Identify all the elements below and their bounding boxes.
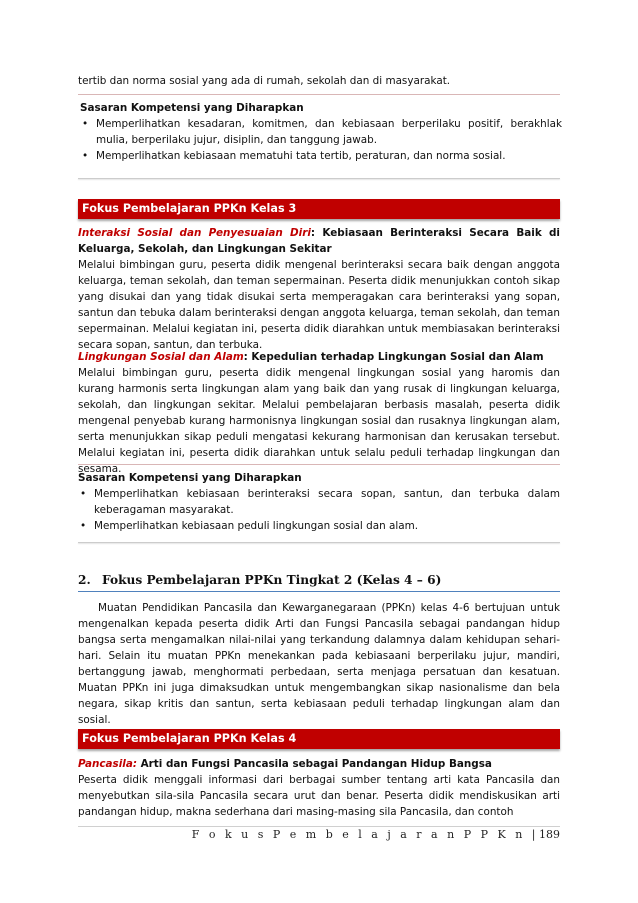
page-number: | 189	[531, 828, 560, 841]
kelas4-header-bar: Fokus Pembelajaran PPKn Kelas 4	[78, 729, 560, 749]
topic-body: Melalui bimbingan guru, peserta didik mengenal berinteraksi secara baik dengan anggota keluarga, teman sekolah, dan teman sepermainan. Peserta didik menunjukkan contoh sikap yang disukai dan yang tidak disukai serta memperagakan cara berinteraksi yang sopan, santun dan tebuka dalam berinteraksi dengan anggota keluarga, teman sekolah, dan teman sepermainan. Melalui kegiatan ini, peserta didik diarahkan untuk membiasakan berinteraksi secara sopan, santun, dan terbuka.	[78, 259, 560, 351]
divider	[78, 94, 560, 95]
bullet-icon: •	[82, 118, 89, 130]
bullet-icon: •	[80, 488, 87, 500]
list-item: • Memperlihatkan kebiasaan berinteraksi secara sopan, santun, dan terbuka dalam keberagaman masyarakat.	[80, 488, 560, 516]
bullet-icon: •	[82, 150, 89, 162]
bullet-icon: •	[80, 520, 87, 532]
sasaran-list	[78, 486, 560, 534]
topic-heading: Interaksi Sosial dan Penyesuaian Diri: Kebiasaan Berinteraksi Secara Baik di Keluarga, Sekolah, dan Lingkungan Sekitar	[78, 227, 560, 255]
list-item: • Memperlihatkan kebiasaan mematuhi tata tertib, peraturan, dan norma sosial.	[82, 150, 506, 162]
divider	[78, 542, 560, 543]
divider	[78, 464, 560, 465]
topic-heading: Pancasila: Arti dan Fungsi Pancasila sebagai Pandangan Hidup Bangsa	[78, 758, 492, 770]
sasaran-box-1	[80, 100, 562, 164]
sasaran-box-2	[78, 470, 560, 534]
section-body: Muatan Pendidikan Pancasila dan Kewarganegaraan (PPKn) kelas 4-6 bertujuan untuk mengenalkan kepada peserta didik Arti dan Fungsi Pancasila sebagai pandangan hidup bangsa serta mengamalkan nilai-nilai yang terkandung dalamnya dalam kehidupan sehari-hari. Selain itu muatan PPKn menekankan pada kebiasaani berperilaku jujur, mandiri, bertanggung jawab, menghormati perbedaan, serta menjaga persatuan dan kesatuan. Muatan PPKn ini juga dimaksudkan untuk mengembangkan sikap nasionalisme dan bela negara, sikap kritis dan santun, serta kebiasaan peduli terhadap lingkungan alam dan sosial.	[78, 602, 560, 726]
list-item: • Memperlihatkan kesadaran, komitmen, dan kebiasaan berperilaku positif, berakhlak mulia, berperilaku jujur, disiplin, dan tanggung jawab.	[82, 118, 562, 146]
kelas3-topic-2	[78, 349, 560, 477]
kelas3-topic-1	[78, 225, 560, 353]
section-rule	[78, 591, 560, 592]
kelas4-topic-1	[78, 756, 560, 820]
footer-text: F o k u s P e m b e l a j a r a n P P K n	[191, 828, 526, 841]
intro-line: tertib dan norma sosial yang ada di rumah, sekolah dan di masyarakat.	[78, 75, 451, 87]
topic-heading: Lingkungan Sosial dan Alam: Kepedulian terhadap Lingkungan Sosial dan Alam	[78, 351, 544, 363]
list-item: • Memperlihatkan kebiasaan peduli lingkungan sosial dan alam.	[80, 520, 419, 532]
sasaran-list	[80, 116, 562, 164]
sasaran-title: Sasaran Kompetensi yang Diharapkan	[80, 102, 304, 114]
sasaran-title: Sasaran Kompetensi yang Diharapkan	[78, 472, 302, 484]
section-number: 2.	[78, 573, 91, 587]
kelas3-header-bar: Fokus Pembelajaran PPKn Kelas 3	[78, 199, 560, 219]
divider	[78, 178, 560, 179]
topic-body: Peserta didik menggali informasi dari berbagai sumber tentang arti kata Pancasila dan menyebutkan sila-sila Pancasila secara urut dan benar. Peserta didik mendiskusikan arti pandangan hidup, makna sederhana dari masing-masing sila Pancasila, dan contoh	[78, 774, 560, 818]
topic-body: Melalui bimbingan guru, peserta didik mengenal lingkungan sosial yang haromis dan kurang harmonis serta lingkungan alam yang baik dan yang rusak di lingkungan keluarga, sekolah, dan lingkungan sekitar. Melalui pembelajaran berbasis masalah, peserta didik mengenal penyebab kurang harmonisnya lingkungan sosial dan rusaknya lingkungan alam, serta menunjukkan sikap peduli mengatasi kekurang harmonisan dan kerusakan tersebut. Melalui kegiatan ini, peserta didik diarahkan untuk selalu peduli terhadap lingkungan dan sesama.	[78, 367, 560, 475]
page-footer	[192, 828, 560, 841]
section-title: Fokus Pembelajaran PPKn Tingkat 2 (Kelas 4 – 6)	[102, 573, 442, 587]
footer-rule	[78, 826, 560, 827]
